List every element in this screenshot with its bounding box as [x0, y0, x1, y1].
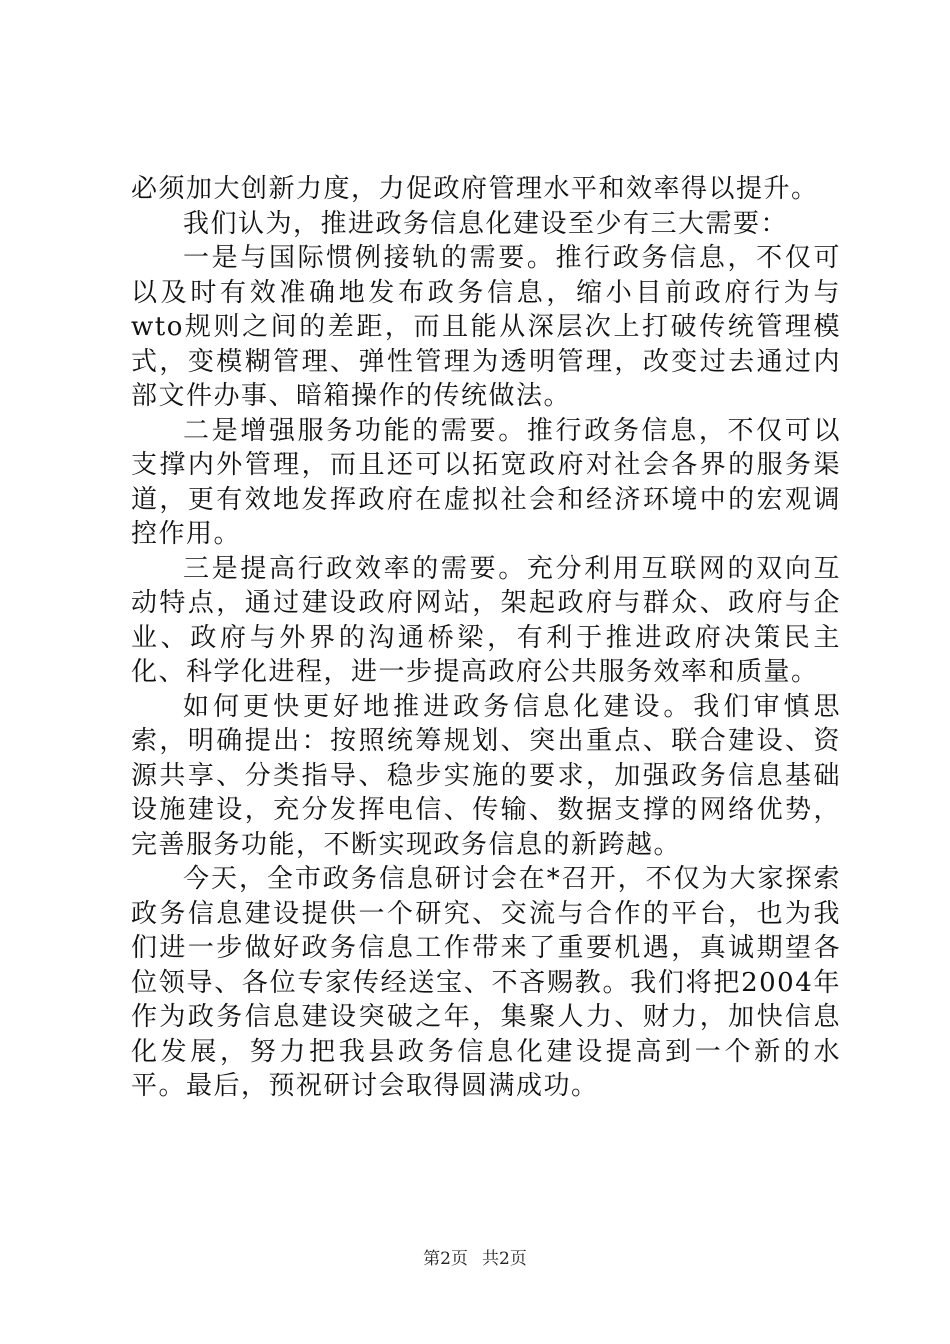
- paragraph-6: 如何更快更好地推进政务信息化建设。我们审慎思索，明确提出：按照统筹规划、突出重点、联合建设、资源共享、分类指导、稳步实施的要求，加强政务信息基础设施建设，充分发挥电信、传输、数据支撑的网络优势，完善服务功能，不断实现政务信息的新跨越。: [131, 691, 841, 860]
- paragraph-5: 三是提高行政效率的需要。充分利用互联网的双向互动特点，通过建设政府网站，架起政府与群众、政府与企业、政府与外界的沟通桥梁，有利于推进政府决策民主化、科学化进程，进一步提高政府公共服务效率和质量。: [131, 553, 841, 687]
- paragraph-7: 今天，全市政务信息研讨会在*召开，不仅为大家探索政务信息建设提供一个研究、交流与合作的平台，也为我们进一步做好政务信息工作带来了重要机遇，真诚期望各位领导、各位专家传经送宝、不吝赐教。我们将把2004年作为政务信息建设突破之年，集聚人力、财力，加快信息化发展，努力把我县政务信息化建设提高到一个新的水平。最后，预祝研讨会取得圆满成功。: [131, 864, 841, 1101]
- paragraph-1: 必须加大创新力度，力促政府管理水平和效率得以提升。: [131, 174, 819, 204]
- paragraph-4: 二是增强服务功能的需要。推行政务信息，不仅可以支撑内外管理，而且还可以拓宽政府对社会各界的服务渠道，更有效地发挥政府在虚拟社会和经济环境中的宏观调控作用。: [131, 415, 841, 549]
- paragraph-2: 我们认为，推进政务信息化建设至少有三大需要：: [183, 208, 789, 239]
- page-total: 共2页: [482, 1249, 527, 1269]
- paragraph-3: 一是与国际惯例接轨的需要。推行政务信息，不仅可以及时有效准确地发布政务信息，缩小目前政府行为与wto规则之间的差距，而且能从深层次上打破传统管理模式，变模糊管理、弹性管理为透明管理，改变过去通过内部文件办事、暗箱操作的传统做法。: [131, 243, 841, 411]
- page-footer: [0, 1248, 950, 1270]
- page-number: 第2页: [423, 1249, 468, 1269]
- document-body: [131, 172, 841, 1104]
